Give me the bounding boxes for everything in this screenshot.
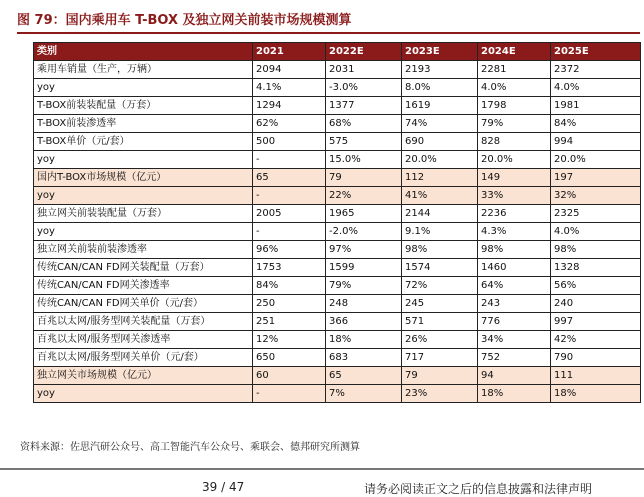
row-label: 传统CAN/CAN FD网关渗透率 xyxy=(34,277,253,295)
table-cell: 65 xyxy=(326,367,402,385)
table-cell: 8.0% xyxy=(402,79,478,97)
title-divider xyxy=(17,32,640,34)
table-cell: 2236 xyxy=(478,205,551,223)
table-cell: 717 xyxy=(402,349,478,367)
table-cell: 997 xyxy=(551,313,641,331)
row-label: 百兆以太网/服务型网关装配量（万套） xyxy=(34,313,253,331)
table-cell: 20.0% xyxy=(478,151,551,169)
table-cell: 790 xyxy=(551,349,641,367)
table-cell: 15.0% xyxy=(326,151,402,169)
row-label: T-BOX前装渗透率 xyxy=(34,115,253,133)
row-label: 传统CAN/CAN FD网关装配量（万套） xyxy=(34,259,253,277)
footer-disclaimer: 请务必阅读正文之后的信息披露和法律声明 xyxy=(364,482,593,496)
table-cell: 1599 xyxy=(326,259,402,277)
table-cell: 2094 xyxy=(253,61,326,79)
footer-divider xyxy=(0,468,644,470)
table-cell: 994 xyxy=(551,133,641,151)
table-cell: 34% xyxy=(478,331,551,349)
row-label: 乘用车销量（生产，万辆） xyxy=(34,61,253,79)
table-cell: 98% xyxy=(478,241,551,259)
row-label: yoy xyxy=(34,151,253,169)
table-cell: 4.3% xyxy=(478,223,551,241)
table-cell: 23% xyxy=(402,385,478,403)
table-cell: -2.0% xyxy=(326,223,402,241)
table-cell: 41% xyxy=(402,187,478,205)
table-row xyxy=(34,223,641,241)
row-label: 百兆以太网/服务型网关单价（元/套） xyxy=(34,349,253,367)
table-cell: 32% xyxy=(551,187,641,205)
table-cell: 752 xyxy=(478,349,551,367)
table-cell: 65 xyxy=(253,169,326,187)
table-cell: 575 xyxy=(326,133,402,151)
page-number: 39 / 47 xyxy=(202,480,245,494)
table-cell: 79% xyxy=(326,277,402,295)
table-cell: 18% xyxy=(478,385,551,403)
table-cell: 60 xyxy=(253,367,326,385)
table-row xyxy=(34,151,641,169)
table-cell: 366 xyxy=(326,313,402,331)
table-cell: 2144 xyxy=(402,205,478,223)
figure-title: 图 79：国内乘用车 T-BOX 及独立网关前装市场规模测算 xyxy=(17,13,352,28)
table-cell: 18% xyxy=(551,385,641,403)
table-row xyxy=(34,367,641,385)
row-label: 独立网关前装装配量（万套） xyxy=(34,205,253,223)
table-cell: 64% xyxy=(478,277,551,295)
table-cell: 33% xyxy=(478,187,551,205)
table-cell: 20.0% xyxy=(551,151,641,169)
market-size-table xyxy=(33,42,641,403)
table-body xyxy=(34,61,641,403)
table-cell: 197 xyxy=(551,169,641,187)
header-category: 类别 xyxy=(34,43,253,61)
table-cell: 84% xyxy=(551,115,641,133)
table-cell: 9.1% xyxy=(402,223,478,241)
table-cell: 1619 xyxy=(402,97,478,115)
table-cell: 2031 xyxy=(326,61,402,79)
table-cell: 248 xyxy=(326,295,402,313)
header-2021: 2021 xyxy=(253,43,326,61)
table-cell: 22% xyxy=(326,187,402,205)
table-cell: 776 xyxy=(478,313,551,331)
table-cell: 18% xyxy=(326,331,402,349)
table-header-row xyxy=(34,43,641,61)
row-label: yoy xyxy=(34,385,253,403)
table-cell: 79 xyxy=(326,169,402,187)
row-label: 独立网关前装前装渗透率 xyxy=(34,241,253,259)
table-cell: 243 xyxy=(478,295,551,313)
table-cell: 2193 xyxy=(402,61,478,79)
table-cell: 96% xyxy=(253,241,326,259)
table-cell: 4.1% xyxy=(253,79,326,97)
table-cell: 1377 xyxy=(326,97,402,115)
table-row xyxy=(34,205,641,223)
table-row xyxy=(34,295,641,313)
row-label: 国内T-BOX市场规模（亿元） xyxy=(34,169,253,187)
table-cell: - xyxy=(253,385,326,403)
table-cell: 1798 xyxy=(478,97,551,115)
table-cell: 149 xyxy=(478,169,551,187)
table-cell: 72% xyxy=(402,277,478,295)
source-note: 资料来源：佐思汽研公众号、高工智能汽车公众号、乘联会、德邦研究所测算 xyxy=(20,442,360,453)
table-cell: 7% xyxy=(326,385,402,403)
table-cell: 2372 xyxy=(551,61,641,79)
table-cell: 571 xyxy=(402,313,478,331)
row-label: T-BOX前装装配量（万套） xyxy=(34,97,253,115)
row-label: T-BOX单价（元/套） xyxy=(34,133,253,151)
table-cell: 79% xyxy=(478,115,551,133)
table-row xyxy=(34,97,641,115)
row-label: 独立网关市场规模（亿元） xyxy=(34,367,253,385)
table-cell: 56% xyxy=(551,277,641,295)
table-cell: 97% xyxy=(326,241,402,259)
table-cell: 1965 xyxy=(326,205,402,223)
table-cell: 20.0% xyxy=(402,151,478,169)
header-2025e: 2025E xyxy=(551,43,641,61)
table-cell: 12% xyxy=(253,331,326,349)
header-2022e: 2022E xyxy=(326,43,402,61)
table-cell: 68% xyxy=(326,115,402,133)
table-row xyxy=(34,277,641,295)
table-cell: 2281 xyxy=(478,61,551,79)
table-cell: 1981 xyxy=(551,97,641,115)
table-cell: 500 xyxy=(253,133,326,151)
table-cell: 1328 xyxy=(551,259,641,277)
table-cell: 111 xyxy=(551,367,641,385)
table-cell: 62% xyxy=(253,115,326,133)
row-label: 百兆以太网/服务型网关渗透率 xyxy=(34,331,253,349)
table-row xyxy=(34,79,641,97)
table-row xyxy=(34,115,641,133)
table-cell: 245 xyxy=(402,295,478,313)
table-row xyxy=(34,61,641,79)
table-cell: 26% xyxy=(402,331,478,349)
table-cell: 42% xyxy=(551,331,641,349)
table-row xyxy=(34,313,641,331)
table-cell: - xyxy=(253,187,326,205)
table-cell: 690 xyxy=(402,133,478,151)
table-cell: 650 xyxy=(253,349,326,367)
table-cell: 98% xyxy=(402,241,478,259)
row-label: yoy xyxy=(34,79,253,97)
table-cell: 2005 xyxy=(253,205,326,223)
table-cell: -3.0% xyxy=(326,79,402,97)
table-row xyxy=(34,133,641,151)
table-cell: 4.0% xyxy=(551,223,641,241)
table-cell: 2325 xyxy=(551,205,641,223)
table-cell: - xyxy=(253,151,326,169)
table-cell: 4.0% xyxy=(478,79,551,97)
table-cell: 98% xyxy=(551,241,641,259)
table-row xyxy=(34,169,641,187)
header-2024e: 2024E xyxy=(478,43,551,61)
row-label: yoy xyxy=(34,187,253,205)
table-cell: 79 xyxy=(402,367,478,385)
table-cell: 240 xyxy=(551,295,641,313)
table-cell: 251 xyxy=(253,313,326,331)
table-cell: 1574 xyxy=(402,259,478,277)
table-row xyxy=(34,385,641,403)
header-2023e: 2023E xyxy=(402,43,478,61)
table-cell: 4.0% xyxy=(551,79,641,97)
table-row xyxy=(34,187,641,205)
table-cell: 74% xyxy=(402,115,478,133)
table-row xyxy=(34,331,641,349)
table-row xyxy=(34,259,641,277)
row-label: yoy xyxy=(34,223,253,241)
table-row xyxy=(34,241,641,259)
table-cell: 250 xyxy=(253,295,326,313)
table-cell: 84% xyxy=(253,277,326,295)
table-cell: 94 xyxy=(478,367,551,385)
table-cell: 828 xyxy=(478,133,551,151)
table-cell: 1294 xyxy=(253,97,326,115)
row-label: 传统CAN/CAN FD网关单价（元/套） xyxy=(34,295,253,313)
table-cell: 1460 xyxy=(478,259,551,277)
table-cell: - xyxy=(253,223,326,241)
table-cell: 1753 xyxy=(253,259,326,277)
table-cell: 683 xyxy=(326,349,402,367)
table-cell: 112 xyxy=(402,169,478,187)
table-row xyxy=(34,349,641,367)
